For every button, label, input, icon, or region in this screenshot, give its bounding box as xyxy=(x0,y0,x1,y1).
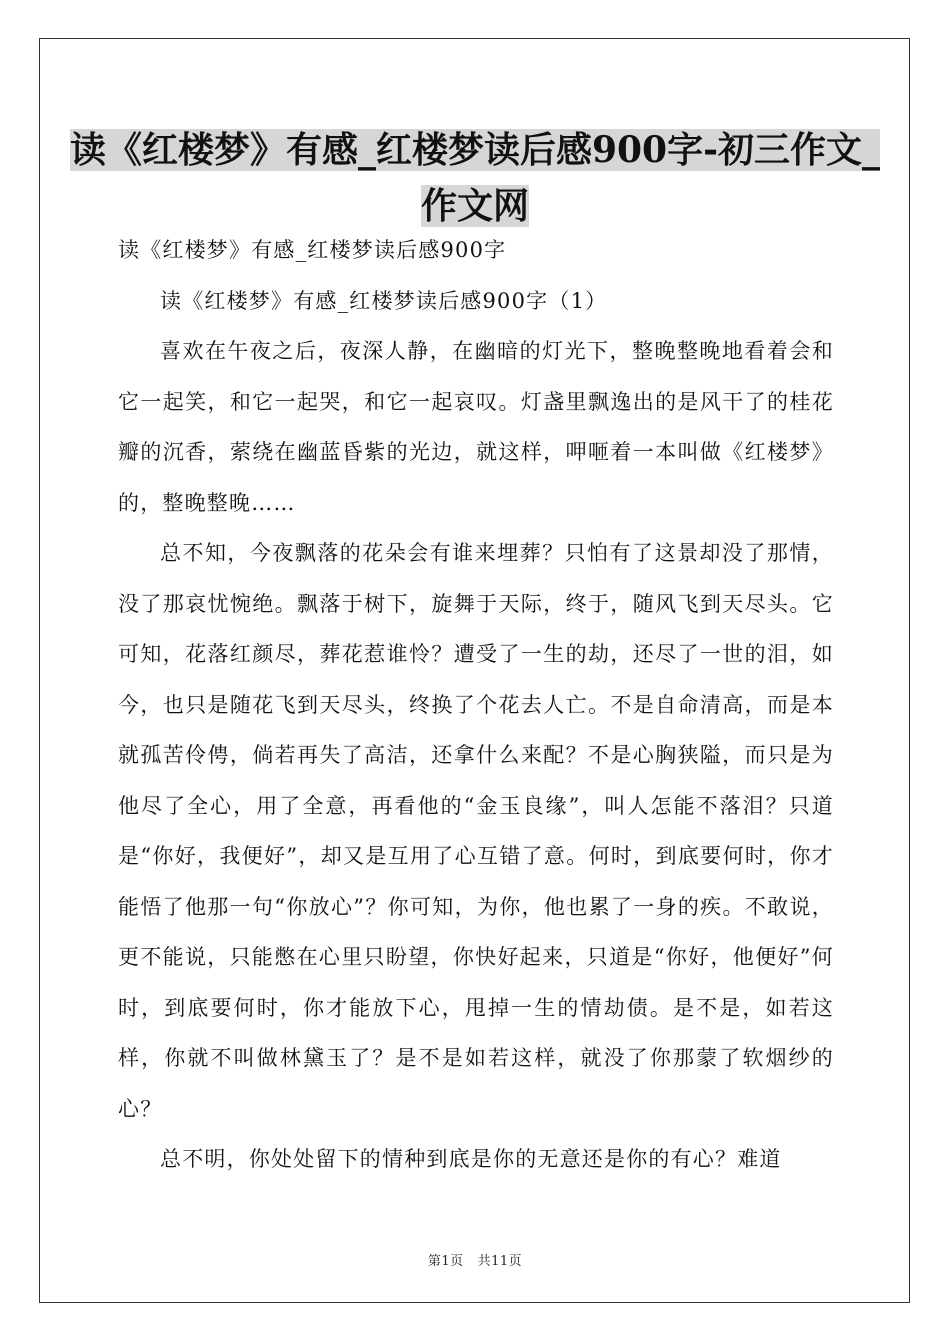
section-heading: 读《红楼梦》有感_红楼梦读后感900字（1） xyxy=(160,288,608,313)
document-body xyxy=(118,225,834,1185)
page-number-current: 第1页 xyxy=(427,1254,464,1269)
document-title xyxy=(60,122,890,234)
paragraph-1: 喜欢在午夜之后，夜深人静，在幽暗的灯光下，整晚整晚地看着会和它一起笑，和它一起哭，和它一起哀叹。灯盏里飘逸出的是风干了的桂花瓣的沉香，萦绕在幽蓝昏紫的光边，就这样，呷咂着一本叫做《红楼梦》的，整晚整晚…… xyxy=(118,339,834,515)
document-title-text: 读《红楼梦》有感_红楼梦读后感900字-初三作文_作文网 xyxy=(69,129,881,227)
paragraph-2: 总不知，今夜飘落的花朵会有谁来埋葬？只怕有了这景却没了那情，没了那哀忧惋绝。飘落于树下，旋舞于天际，终于，随风飞到天尽头。它可知，花落红颜尽，葬花惹谁怜？遭受了一生的劫，还尽了一世的泪，如今，也只是随花飞到天尽头，终换了个花去人亡。不是自命清高，而是本就孤苦伶俜，倘若再失了高洁，还拿什么来配？不是心胸狭隘，而只是为他尽了全心，用了全意，再看他的“金玉良缘”，叫人怎能不落泪？只道是“你好，我便好”，却又是互用了心互错了意。何时，到底要何时，你才能悟了他那一句“你放心”？你可知，为你，他也累了一身的疾。不敢说，更不能说，只能憋在心里只盼望，你快好起来，只道是“你好，他便好”何时，到底要何时，你才能放下心，甩掉一生的情劫债。是不是，如若这样，你就不叫做林黛玉了？是不是如若这样，就没了你那蒙了软烟纱的心？ xyxy=(118,541,834,1121)
document-subtitle: 读《红楼梦》有感_红楼梦读后感900字 xyxy=(118,238,507,262)
page-footer xyxy=(0,1250,950,1269)
paragraph-3: 总不明，你处处留下的情种到底是你的无意还是你的有心？难道 xyxy=(160,1147,782,1171)
page-number-total: 共11页 xyxy=(477,1254,523,1269)
